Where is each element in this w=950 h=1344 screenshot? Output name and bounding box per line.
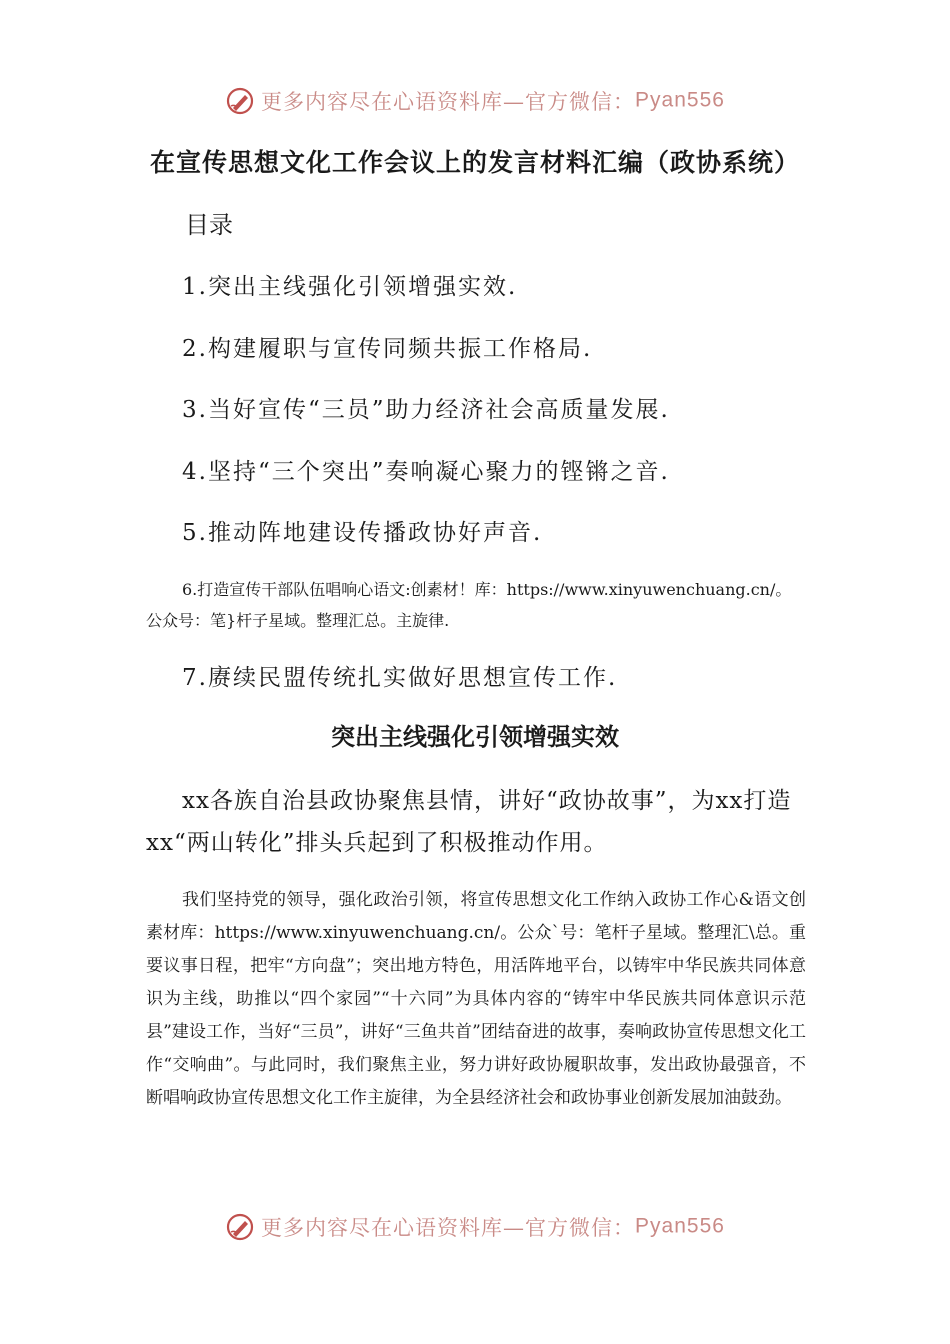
toc-item: 2.构建履职与宣传同频共振工作格局. xyxy=(182,336,593,362)
toc-heading: 目录 xyxy=(185,211,233,239)
pen-logo-icon xyxy=(225,1212,255,1242)
banner-wechat-id: Pyan556 xyxy=(635,88,725,112)
footer-watermark-banner xyxy=(0,1212,950,1242)
body-paragraph: xx各族自治县政协聚焦县情，讲好“政协故事”，为xx打造xx“两山转化”排头兵起到了积极推动作用。 xyxy=(146,788,792,856)
toc-item: 7.赓续民盟传统扎实做好思想宣传工作. xyxy=(182,665,618,691)
toc-item: 5.推动阵地建设传播政协好声音. xyxy=(182,520,543,546)
pen-logo-icon xyxy=(225,86,255,116)
section-title: 突出主线强化引领增强实效 xyxy=(331,723,619,751)
banner-wechat-id: Pyan556 xyxy=(635,1214,725,1238)
banner-text: 更多内容尽在心语资料库—官方微信： xyxy=(261,1216,636,1240)
header-watermark-banner xyxy=(0,86,950,116)
document-title: 在宣传思想文化工作会议上的发言材料汇编（政协系统） xyxy=(149,148,800,177)
toc-item: 1.突出主线强化引领增强实效. xyxy=(182,274,518,300)
toc-item: 6.打造宣传干部队伍唱响心语文:创素材！库：https://www.xinyuwenchuang.cn/。公众号：笔}杆子星域。整理汇总。主旋律. xyxy=(146,580,792,630)
toc-item: 4.坚持“三个突出”奏响凝心聚力的铿锵之音. xyxy=(182,459,670,485)
toc-item: 3.当好宣传“三员”助力经济社会高质量发展. xyxy=(182,397,670,423)
banner-text: 更多内容尽在心语资料库—官方微信： xyxy=(261,90,636,114)
body-paragraph: 我们坚持党的领导，强化政治引领，将宣传思想文化工作纳入政协工作心&语文创素材库：https://www.xinyuwenchuang.cn/。公众`号：笔杆子星域。整理汇\总。重要议事日程，把牢“方向盘”；突出地方特色，用活阵地平台，以铸牢中华民族共同体意识为主线，助推以“四个家园”“十六同”为具体内容的“铸牢中华民族共同体意识示范县”建设工作，当好“三员”，讲好“三鱼共首”团结奋进的故事，奏响政协宣传思想文化工作“交响曲”。与此同时，我们聚焦主业，努力讲好政协履职故事，发出政协最强音，不断唱响政协宣传思想文化工作主旋律，为全县经济社会和政协事业创新发展加油鼓劲。 xyxy=(146,890,806,1108)
